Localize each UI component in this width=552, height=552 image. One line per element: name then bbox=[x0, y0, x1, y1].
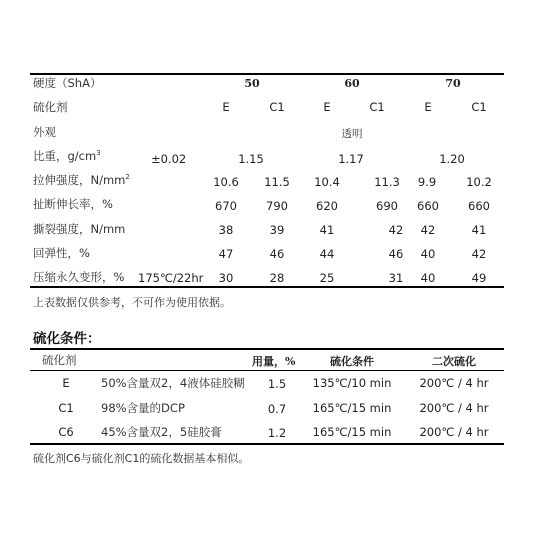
sg-70: 1.20 bbox=[439, 152, 465, 166]
sg-tolerance: ±0.02 bbox=[151, 152, 187, 166]
compset-2: 28 bbox=[269, 271, 285, 285]
tear-2: 39 bbox=[269, 223, 285, 237]
resil-label: 回弹性，% bbox=[33, 246, 90, 260]
appearance-value: 透明 bbox=[341, 128, 363, 140]
elong-6: 660 bbox=[468, 199, 490, 213]
table2-bottom-rule bbox=[30, 443, 504, 445]
agent-col4: C1 bbox=[369, 100, 385, 114]
section-title: 硫化条件： bbox=[33, 331, 101, 347]
resil-5: 40 bbox=[420, 247, 436, 261]
compset-1: 30 bbox=[218, 271, 234, 285]
tear-6: 41 bbox=[471, 223, 487, 237]
hardness-70: 70 bbox=[445, 77, 461, 90]
agent-col3: E bbox=[323, 100, 331, 114]
resil-1: 47 bbox=[218, 247, 234, 261]
resil-2: 46 bbox=[269, 247, 285, 261]
tensile-label bbox=[33, 172, 130, 188]
tensile-6: 10.2 bbox=[466, 175, 492, 189]
table2-top-rule bbox=[30, 348, 504, 350]
tear-1: 38 bbox=[218, 223, 234, 237]
t2-row1-agent: E bbox=[62, 376, 70, 390]
compset-label: 压缩永久变形，% bbox=[33, 270, 125, 284]
sg-label-text: 比重，g/cm bbox=[33, 149, 97, 163]
t2-header-post: 二次硫化 bbox=[432, 355, 476, 368]
elong-label: 扯断伸长率，% bbox=[33, 197, 113, 211]
t2-row1-dosage: 1.5 bbox=[267, 377, 287, 391]
t2-row3-desc: 45%含量双2，5硅胶膏 bbox=[101, 425, 222, 439]
compset-3: 25 bbox=[319, 271, 335, 285]
t2-header-agent: 硫化剂 bbox=[42, 353, 77, 367]
tensile-label-sup: 2 bbox=[125, 173, 130, 182]
t2-row3-dosage: 1.2 bbox=[267, 426, 287, 440]
t2-row3-cure: 165℃/15 min bbox=[312, 425, 392, 439]
tensile-1: 10.6 bbox=[213, 175, 239, 189]
compset-cond: 175℃/22hr bbox=[138, 271, 204, 285]
t2-row2-desc: 98%含量的DCP bbox=[101, 401, 185, 415]
compset-6: 49 bbox=[471, 271, 487, 285]
t2-row1-desc: 50%含量双2，4液体硅胶糊 bbox=[101, 376, 245, 390]
hardness-label: 硬度（ShA） bbox=[33, 76, 102, 90]
agent-col5: E bbox=[424, 100, 432, 114]
hardness-60: 60 bbox=[344, 77, 360, 90]
elong-4: 690 bbox=[376, 199, 398, 213]
resil-4: 46 bbox=[388, 247, 404, 261]
t2-row2-cure: 165℃/15 min bbox=[312, 401, 392, 415]
t2-row1-post: 200℃ / 4 hr bbox=[419, 376, 489, 390]
tensile-label-text: 拉伸强度，N/mm bbox=[33, 173, 126, 187]
tensile-5: 9.9 bbox=[417, 175, 437, 189]
compset-4: 31 bbox=[388, 271, 404, 285]
elong-5: 660 bbox=[417, 199, 439, 213]
table1-bottom-rule bbox=[30, 286, 504, 288]
sg-label-sup: 3 bbox=[96, 149, 101, 158]
resil-6: 42 bbox=[471, 247, 487, 261]
appearance-label: 外观 bbox=[33, 125, 56, 139]
t2-row3-post: 200℃ / 4 hr bbox=[419, 425, 489, 439]
table1-note: 上表数据仅供参考，不可作为使用依据。 bbox=[33, 296, 231, 309]
agent-col2: C1 bbox=[269, 100, 285, 114]
t2-header-cure: 硫化条件 bbox=[330, 355, 374, 368]
tear-4: 42 bbox=[388, 223, 404, 237]
resil-3: 44 bbox=[319, 247, 335, 261]
hardness-50: 50 bbox=[244, 77, 260, 90]
tensile-3: 10.4 bbox=[314, 175, 340, 189]
elong-3: 620 bbox=[316, 199, 338, 213]
table2-note: 硫化剂C6与硫化剂C1的硫化数据基本相似。 bbox=[33, 452, 250, 465]
sg-label bbox=[33, 148, 101, 164]
tensile-2: 11.5 bbox=[264, 175, 290, 189]
tear-5: 42 bbox=[420, 223, 436, 237]
table2-header-rule bbox=[30, 370, 504, 371]
tear-label: 撕裂强度，N/mm bbox=[33, 222, 126, 236]
agent-col1: E bbox=[222, 100, 230, 114]
tensile-4: 11.3 bbox=[374, 175, 400, 189]
compset-5: 40 bbox=[420, 271, 436, 285]
agent-label: 硫化剂 bbox=[33, 100, 68, 114]
t2-row1-cure: 135℃/10 min bbox=[312, 376, 392, 390]
elong-2: 790 bbox=[266, 199, 288, 213]
t2-header-dosage: 用量，% bbox=[252, 355, 296, 368]
elong-1: 670 bbox=[215, 199, 237, 213]
t2-row3-agent: C6 bbox=[58, 425, 74, 439]
t2-row2-dosage: 0.7 bbox=[267, 402, 287, 416]
tear-3: 41 bbox=[319, 223, 335, 237]
sg-60: 1.17 bbox=[338, 152, 364, 166]
agent-col6: C1 bbox=[471, 100, 487, 114]
t2-row2-post: 200℃ / 4 hr bbox=[419, 401, 489, 415]
sg-50: 1.15 bbox=[238, 152, 264, 166]
t2-row2-agent: C1 bbox=[58, 401, 74, 415]
